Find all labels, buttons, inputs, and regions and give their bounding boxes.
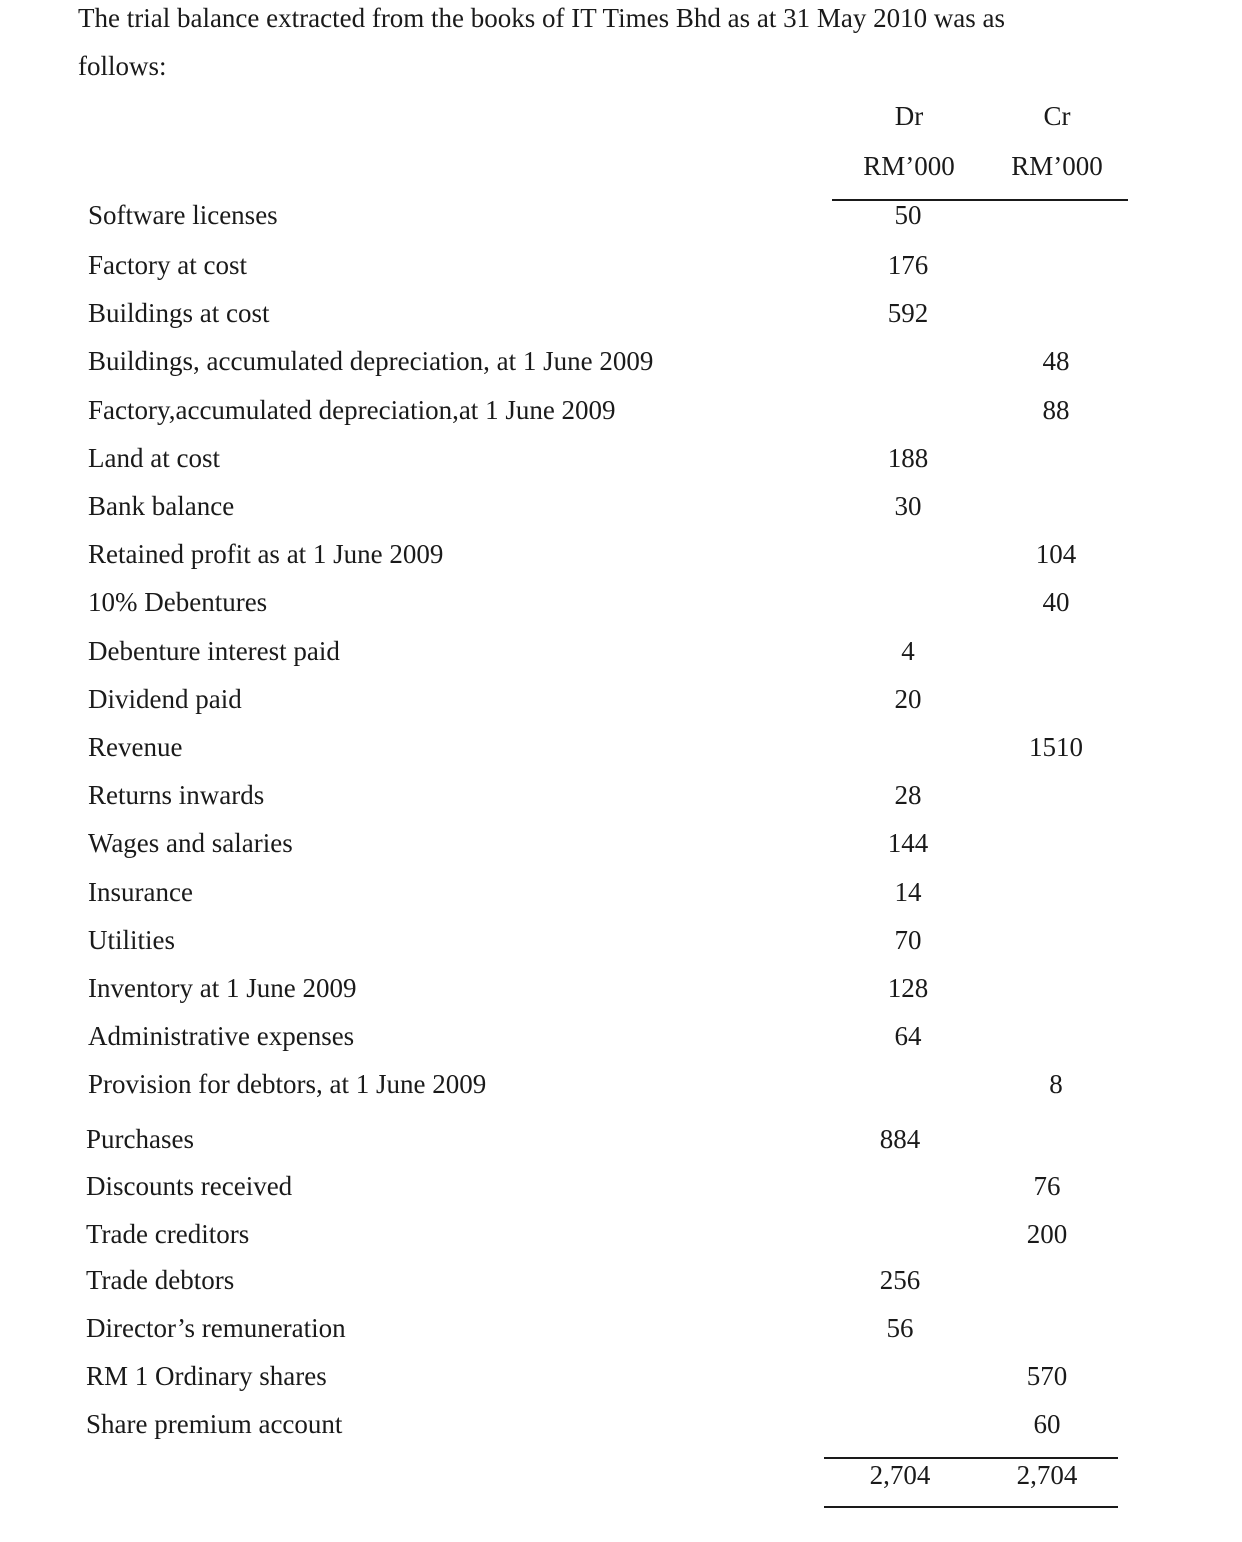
cr-column-header: Cr bbox=[1043, 101, 1071, 131]
row-label: Buildings at cost bbox=[88, 298, 270, 328]
row-label: Purchases bbox=[86, 1124, 194, 1154]
row-dr-value: 176 bbox=[887, 250, 929, 280]
totals-top-rule bbox=[824, 1457, 1118, 1459]
row-label: Insurance bbox=[88, 877, 193, 907]
row-dr-value: 70 bbox=[894, 925, 922, 955]
row-cr-value: 88 bbox=[1042, 395, 1070, 425]
row-label: Discounts received bbox=[86, 1171, 293, 1201]
intro-line-2: follows: bbox=[78, 51, 167, 81]
row-dr-value: 28 bbox=[894, 780, 922, 810]
row-dr-value: 30 bbox=[894, 491, 922, 521]
totals-bottom-rule bbox=[824, 1506, 1118, 1508]
row-dr-value: 128 bbox=[887, 973, 929, 1003]
row-label: Share premium account bbox=[86, 1409, 343, 1439]
row-label: Dividend paid bbox=[88, 684, 242, 714]
row-label: Inventory at 1 June 2009 bbox=[88, 973, 357, 1003]
row-dr-value: 50 bbox=[894, 200, 922, 230]
cr-unit-header: RM’000 bbox=[1011, 151, 1103, 181]
row-cr-value: 570 bbox=[1026, 1361, 1068, 1391]
row-label: 10% Debentures bbox=[88, 587, 268, 617]
dr-column-header: Dr bbox=[894, 101, 924, 131]
row-cr-value: 104 bbox=[1035, 539, 1077, 569]
row-cr-value: 48 bbox=[1042, 346, 1070, 376]
row-label: RM 1 Ordinary shares bbox=[86, 1361, 327, 1391]
row-dr-value: 14 bbox=[894, 877, 922, 907]
row-dr-value: 884 bbox=[879, 1124, 921, 1154]
header-underline bbox=[832, 199, 1128, 201]
total-cr: 2,704 bbox=[1016, 1460, 1078, 1490]
row-dr-value: 188 bbox=[887, 443, 929, 473]
row-label: Factory at cost bbox=[88, 250, 247, 280]
row-label: Utilities bbox=[88, 925, 175, 955]
row-cr-value: 60 bbox=[1033, 1409, 1061, 1439]
row-label: Factory,accumulated depreciation,at 1 June 2009 bbox=[88, 395, 616, 425]
row-label: Trade creditors bbox=[86, 1219, 250, 1249]
row-label: Software licenses bbox=[88, 200, 278, 230]
row-label: Provision for debtors, at 1 June 2009 bbox=[88, 1069, 487, 1099]
row-label: Trade debtors bbox=[86, 1265, 235, 1295]
intro-line-1: The trial balance extracted from the books of IT Times Bhd as at 31 May 2010 was as bbox=[78, 3, 1006, 33]
row-cr-value: 8 bbox=[1049, 1069, 1063, 1099]
row-label: Buildings, accumulated depreciation, at 1 June 2009 bbox=[88, 346, 654, 376]
dr-unit-header: RM’000 bbox=[863, 151, 955, 181]
row-cr-value: 40 bbox=[1042, 587, 1070, 617]
row-dr-value: 4 bbox=[901, 636, 915, 666]
row-label: Returns inwards bbox=[88, 780, 265, 810]
row-dr-value: 56 bbox=[886, 1313, 914, 1343]
row-label: Administrative expenses bbox=[88, 1021, 355, 1051]
row-label: Bank balance bbox=[88, 491, 235, 521]
row-dr-value: 64 bbox=[894, 1021, 922, 1051]
row-label: Wages and salaries bbox=[88, 828, 293, 858]
row-label: Land at cost bbox=[88, 443, 220, 473]
row-dr-value: 592 bbox=[887, 298, 929, 328]
row-label: Director’s remuneration bbox=[86, 1313, 346, 1343]
total-dr: 2,704 bbox=[869, 1460, 931, 1490]
row-label: Revenue bbox=[88, 732, 183, 762]
row-cr-value: 1510 bbox=[1029, 732, 1083, 762]
row-label: Retained profit as at 1 June 2009 bbox=[88, 539, 444, 569]
row-cr-value: 76 bbox=[1033, 1171, 1061, 1201]
row-dr-value: 144 bbox=[887, 828, 929, 858]
row-dr-value: 20 bbox=[894, 684, 922, 714]
row-dr-value: 256 bbox=[879, 1265, 921, 1295]
row-label: Debenture interest paid bbox=[88, 636, 340, 666]
row-cr-value: 200 bbox=[1026, 1219, 1068, 1249]
